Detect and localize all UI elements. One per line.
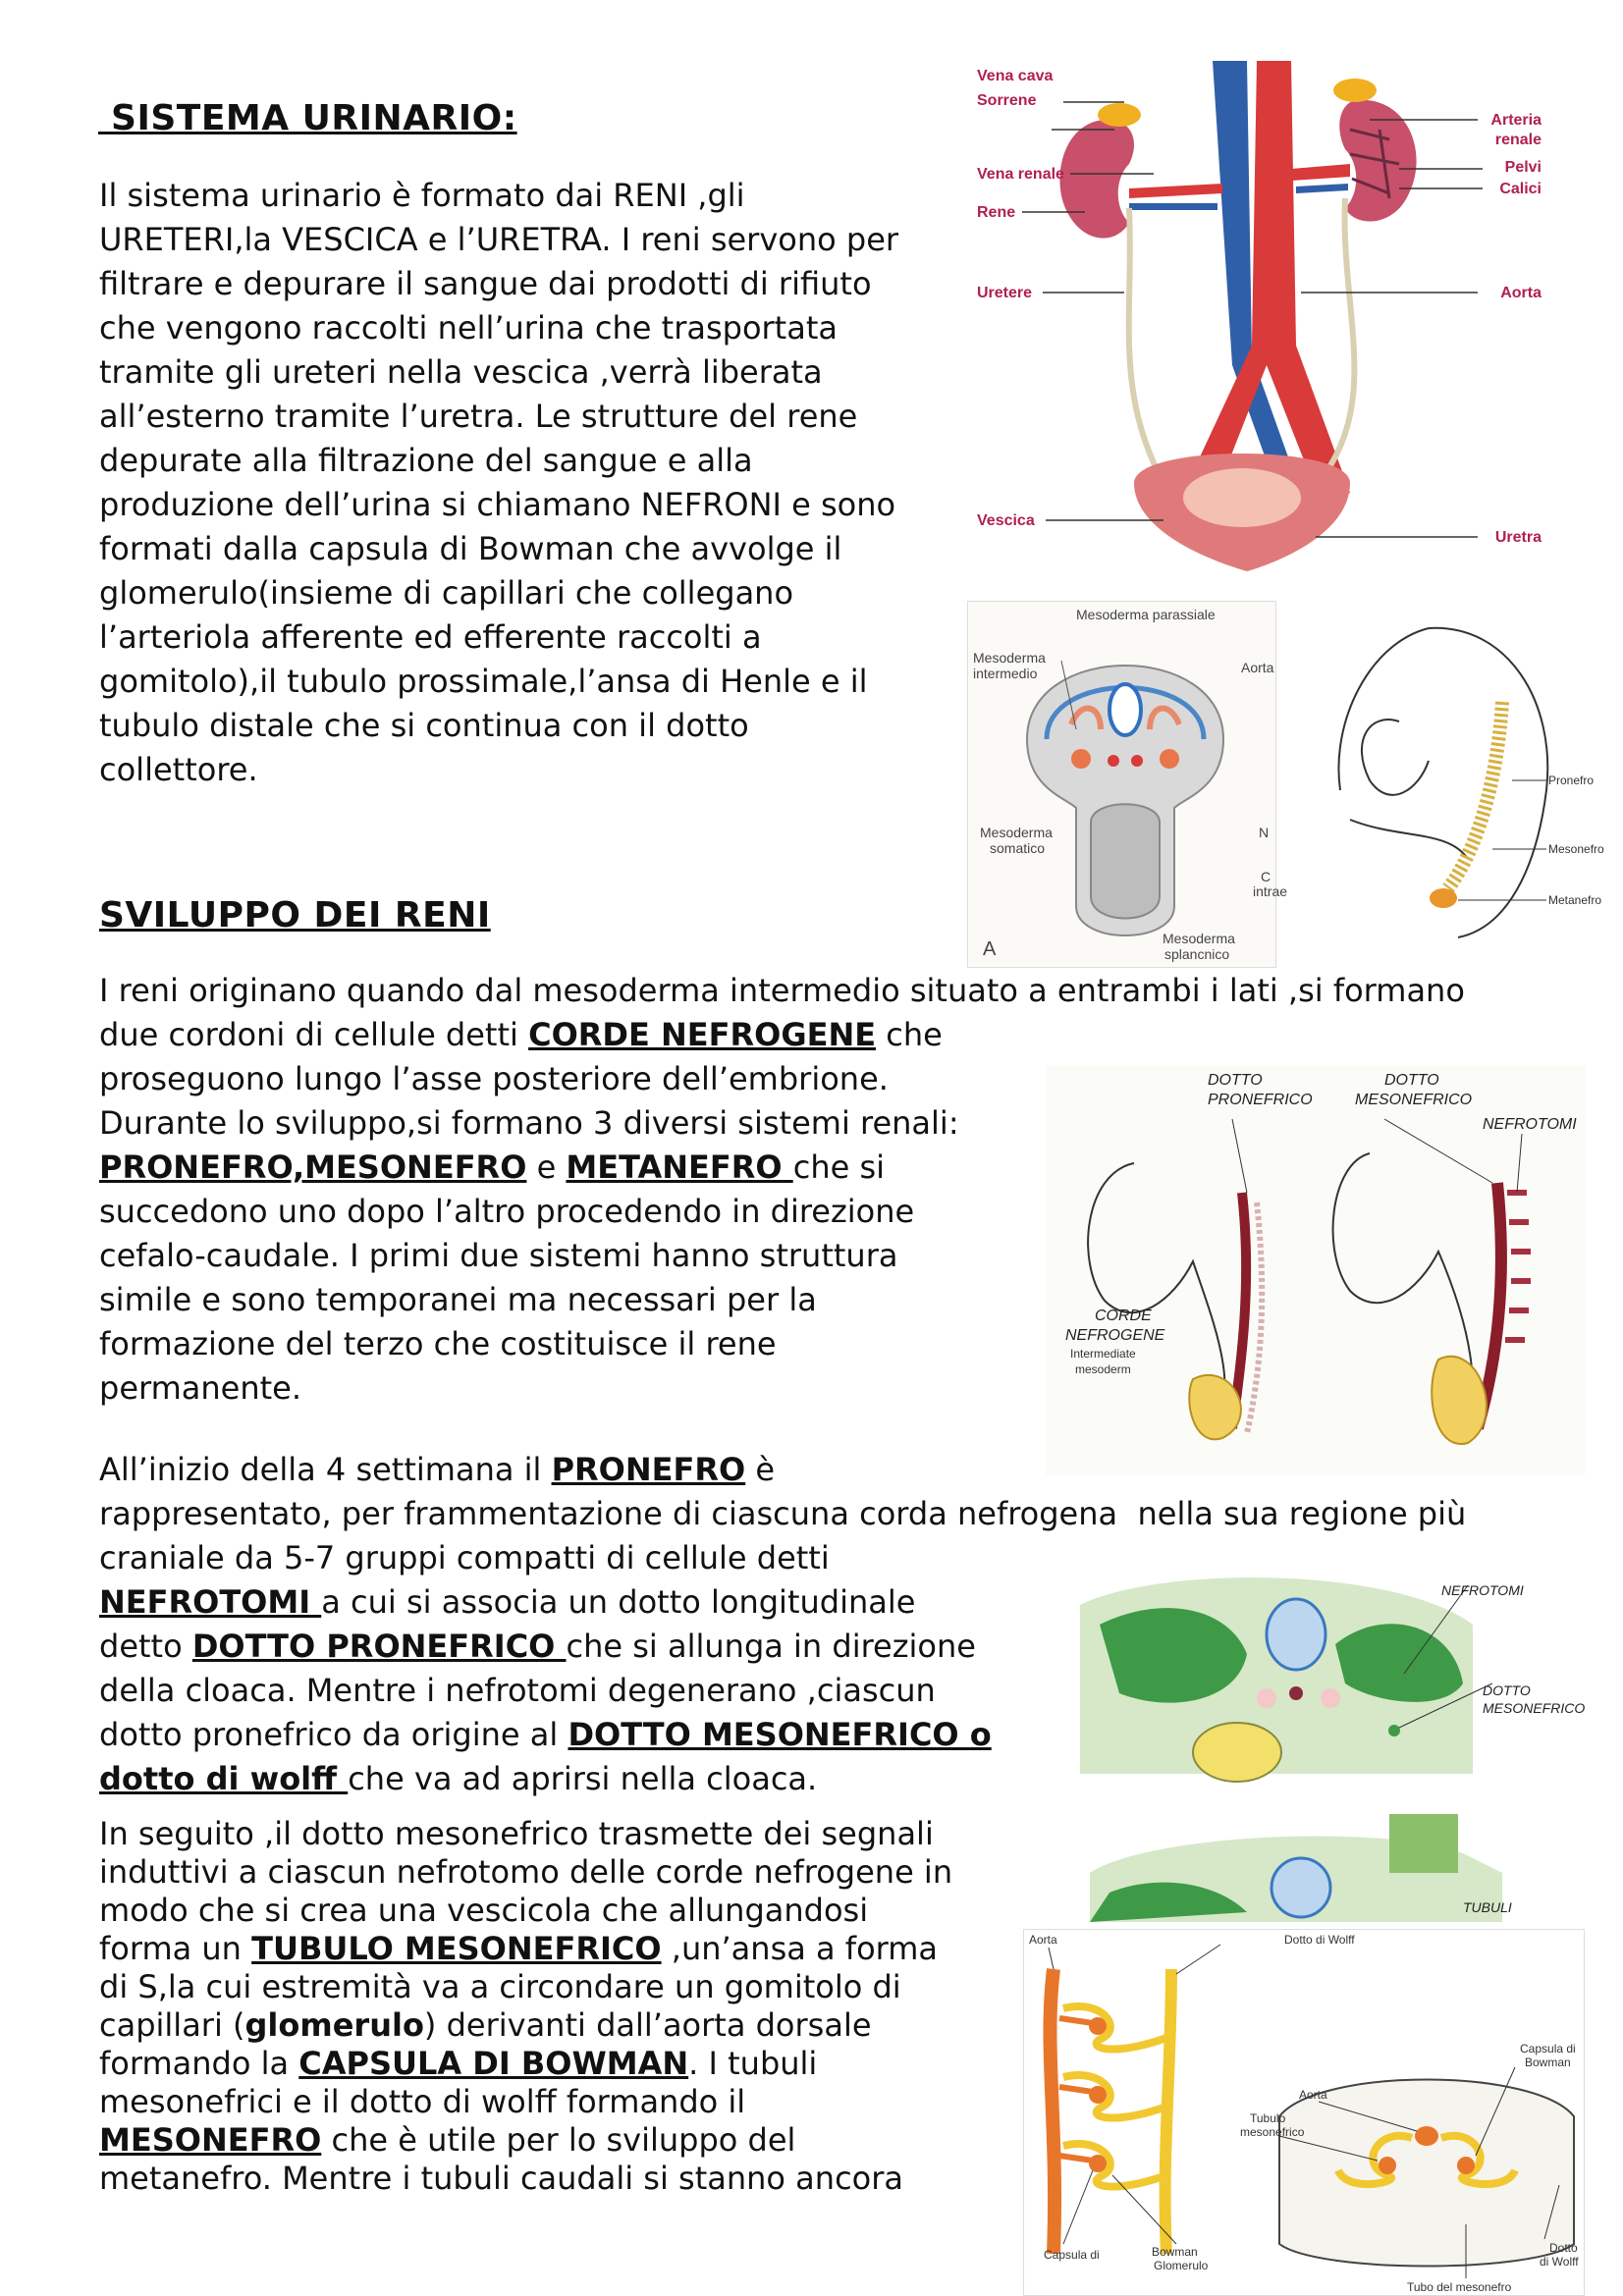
label-calici: Calici <box>1499 181 1542 197</box>
label-renale: renale <box>1494 132 1542 148</box>
text-line: collettore. <box>99 751 258 788</box>
text-span: ) derivanti dall’aorta dorsale <box>423 2006 872 2044</box>
keyword-dotto-di-wolff: dotto di wolff <box>99 1760 349 1797</box>
title-sviluppo-dei-reni: SVILUPPO DEI RENI <box>99 895 491 935</box>
text-line: URETERI,la VESCICA e l’URETRA. I reni servono per <box>99 221 899 258</box>
label-intermedio: intermedio <box>973 666 1038 681</box>
figure-nephric-ducts <box>1046 1065 1586 1475</box>
label-mesoderm: mesoderm <box>1075 1362 1131 1376</box>
adrenal-left <box>1098 103 1141 127</box>
text-line <box>99 1930 1081 1968</box>
neural-tube <box>1271 1858 1330 1917</box>
text-line: di S,la cui estremità va a circondare un gomitolo di <box>99 1968 901 2005</box>
text-line: I reni originano quando dal mesoderma intermedio situato a entrambi i lati ,si formano <box>99 972 1465 1009</box>
mesoderm-intermediate-right <box>1160 749 1179 769</box>
label-vescica: Vescica <box>977 512 1035 529</box>
figure-nefrotomi-section <box>1080 1566 1586 1774</box>
section-glomerulo-right <box>1457 2157 1475 2174</box>
text-span: forma un <box>99 1930 252 1967</box>
label-panel-a: A <box>983 938 997 960</box>
label-n: N <box>1259 825 1270 840</box>
text-line: modo che si crea una vescicola che allungandosi <box>99 1892 869 1929</box>
text-span: due cordoni di cellule detti <box>99 1016 529 1053</box>
text-line: all’esterno tramite l’uretra. Le strutture del rene <box>99 398 858 435</box>
nephric-ridge <box>1448 702 1502 888</box>
text-line: produzione dell’urina si chiamano NEFRONI e sono <box>99 486 896 523</box>
label-splancnico: splancnico <box>1164 946 1230 962</box>
keyword-tubulo-mesonefrico: TUBULO MESONEFRICO <box>251 1930 662 1967</box>
label-mesoderma-parassiale: Mesoderma parassiale <box>1076 607 1216 622</box>
label-dotto: DOTTO <box>1483 1682 1531 1698</box>
keyword-pronefro: PRONEFRO <box>551 1451 746 1488</box>
label-mesoderma-somatico-1: Mesoderma <box>980 825 1053 840</box>
text-line: simile e sono temporanei ma necessari per la <box>99 1281 817 1318</box>
duct-mesonefrico <box>1388 1725 1400 1736</box>
label-somatico: somatico <box>990 840 1046 856</box>
kidney-left <box>1059 120 1134 239</box>
text-line: metanefro. Mentre i tubuli caudali si stanno ancora <box>99 2160 903 2197</box>
figure-tubuli-section <box>1090 1814 1512 1922</box>
text-span: che si allunga in direzione <box>566 1628 976 1665</box>
keyword-nefrotomi: NEFROTOMI <box>99 1583 322 1621</box>
aorta-right <box>1321 1688 1340 1708</box>
label-sorrene: Sorrene <box>977 92 1037 109</box>
label-nefrotomi: NEFROTOMI <box>1441 1582 1524 1598</box>
text-span: è <box>745 1451 776 1488</box>
keyword-pronefro-mesonefro: PRONEFRO,MESONEFRO <box>99 1148 527 1186</box>
metanefro-bud <box>1430 888 1457 908</box>
label-mesoderma-splancnico-1: Mesoderma <box>1163 931 1235 946</box>
bladder-inner <box>1183 468 1301 527</box>
label-mesonefro: Mesonefro <box>1548 842 1604 856</box>
keyword-mesonefro: MESONEFRO <box>99 2121 322 2159</box>
label-tubo-del-mesonefro: Tubo del mesonefro <box>1407 2280 1512 2294</box>
text-span: che <box>876 1016 943 1053</box>
label-c: C <box>1261 869 1271 884</box>
label-aorta-top: Aorta <box>1029 1933 1057 1947</box>
label-aorta: Aorta <box>1500 285 1542 301</box>
text-line: tubulo distale che si continua con il dotto <box>99 707 749 744</box>
label-pronefrico: PRONEFRICO <box>1208 1092 1313 1108</box>
label-mesoderma: Mesoderma <box>973 650 1046 666</box>
text-span: formando la <box>99 2045 299 2082</box>
glomerulo-2 <box>1089 2086 1107 2104</box>
text-span: che si <box>792 1148 886 1186</box>
label-dotto-di-wolff: Dotto di Wolff <box>1284 1933 1355 1947</box>
figure-embryo-lateral <box>1311 614 1604 947</box>
section-aorta <box>1415 2126 1438 2146</box>
neural-tube <box>1267 1599 1325 1670</box>
glomerulo-1 <box>1089 2017 1107 2035</box>
text-line: l’arteriola afferente ed efferente raccolti a <box>99 618 762 656</box>
aorta-left <box>1108 755 1119 767</box>
label-mesonefrico: MESONEFRICO <box>1483 1700 1586 1716</box>
section-band <box>1389 1814 1458 1873</box>
aorta-vertical <box>1050 1969 1055 2254</box>
label-dotto-2: DOTTO <box>1384 1072 1439 1089</box>
label-glomerulo: Capsula di <box>1044 2248 1100 2262</box>
gut <box>1193 1723 1281 1782</box>
figure-urinary-system <box>967 61 1546 581</box>
paragraph-sistema-urinario <box>99 174 963 792</box>
text-line: succedono uno dopo l’altro procedendo in direzione <box>99 1193 915 1230</box>
glomerulo-3 <box>1089 2155 1107 2172</box>
section-body <box>1279 2080 1574 2267</box>
label-capsula-di-left: Bowman <box>1152 2245 1198 2259</box>
label-mesonefrico: mesonefrico <box>1240 2125 1305 2139</box>
ureter-left <box>1129 208 1159 473</box>
text-span: capillari ( <box>99 2006 245 2044</box>
keyword-glomerulo: glomerulo <box>244 2006 424 2044</box>
keyword-corde-nefrogene: CORDE NEFROGENE <box>528 1016 877 1053</box>
label-intrae: intrae <box>1253 883 1288 899</box>
text-span: . I tubuli <box>688 2045 818 2082</box>
label-vena-cava: Vena cava <box>977 68 1054 84</box>
label-vena-renale: Vena renale <box>977 166 1064 183</box>
label-bowman-left: Glomerulo <box>1154 2259 1209 2272</box>
keyword-dotto-pronefrico: DOTTO PRONEFRICO <box>191 1628 567 1665</box>
label-tubuli: TUBULI <box>1463 1899 1512 1915</box>
aorta-right <box>1131 755 1143 767</box>
text-line: che vengono raccolti nell’urina che trasportata <box>99 309 838 347</box>
text-line: proseguono lungo l’asse posteriore dell’embrione. <box>99 1060 889 1097</box>
aorta-left <box>1257 1688 1276 1708</box>
text-line: cefalo-caudale. I primi due sistemi hanno struttura <box>99 1237 898 1274</box>
label-dotto-right: Dotto <box>1549 2241 1578 2255</box>
text-span: detto <box>99 1628 192 1665</box>
text-line: Il sistema urinario è formato dai RENI ,gli <box>99 177 745 214</box>
label-nefrogene: NEFROGENE <box>1065 1327 1165 1344</box>
text-line: della cloaca. Mentre i nefrotomi degenerano ,ciascun <box>99 1672 936 1709</box>
text-line: gomitolo),il tubulo prossimale,l’ansa di Henle e il <box>99 663 868 700</box>
label-di-wolff-right: di Wolff <box>1540 2255 1579 2269</box>
label-aorta: Aorta <box>1241 660 1274 675</box>
text-line: induttivi a ciascun nefrotomo delle corde nefrogene in <box>99 1853 953 1891</box>
text-span: ,un’ansa a forma <box>661 1930 939 1967</box>
gut-cavity <box>1091 804 1160 918</box>
text-line <box>99 1013 1592 1057</box>
label-pronefro: Pronefro <box>1548 774 1595 787</box>
text-line: permanente. <box>99 1369 302 1407</box>
label-capsula-di-right: Capsula di <box>1520 2042 1576 2056</box>
text-span: che va ad aprirsi nella cloaca. <box>348 1760 818 1797</box>
label-corde: CORDE <box>1095 1308 1152 1324</box>
wolff-duct-vertical <box>1165 1969 1171 2254</box>
label-pelvi: Pelvi <box>1504 159 1542 176</box>
adrenal-right <box>1333 79 1377 102</box>
figure-mesonefro-detail <box>1023 1929 1585 2296</box>
label-arteria: Arteria <box>1490 112 1542 129</box>
keyword-capsula-di-bowman: CAPSULA DI BOWMAN <box>298 2045 689 2082</box>
text-line: In seguito ,il dotto mesonefrico trasmette dei segnali <box>99 1815 934 1852</box>
paragraph-sviluppo-3 <box>99 1815 1081 2198</box>
figure-embryo-section <box>967 601 1288 968</box>
text-line: mesonefrici e il dotto di wolff formando il <box>99 2083 746 2120</box>
label-nefrotomi: NEFROTOMI <box>1483 1116 1577 1133</box>
title-sistema-urinario: SISTEMA URINARIO: <box>98 98 517 138</box>
neural-tube <box>1109 684 1141 735</box>
label-intermediate: Intermediate <box>1070 1347 1136 1361</box>
mesoderm-intermediate-left <box>1071 749 1091 769</box>
text-line: craniale da 5-7 gruppi compatti di cellule detti <box>99 1539 830 1576</box>
text-line: Durante lo sviluppo,si formano 3 diversi sistemi renali: <box>99 1104 959 1142</box>
label-rene: Rene <box>977 204 1016 221</box>
text-span: e <box>526 1148 567 1186</box>
ureter-right <box>1325 198 1354 473</box>
text-line <box>99 2006 1081 2045</box>
embryo-limb <box>1350 820 1468 859</box>
label-dotto: DOTTO <box>1208 1072 1263 1089</box>
text-span: All’inizio della 4 settimana il <box>99 1451 552 1488</box>
text-line: glomerulo(insieme di capillari che collegano <box>99 574 794 612</box>
text-line <box>99 2045 1081 2083</box>
text-line: formazione del terzo che costituisce il rene <box>99 1325 777 1362</box>
label-tubulo: Tubulo <box>1250 2111 1286 2125</box>
text-line: formati dalla capsula di Bowman che avvolge il <box>99 530 842 567</box>
text-span: dotto pronefrico da origine al <box>99 1716 568 1753</box>
notochord <box>1289 1686 1303 1700</box>
label-mesonefrico: MESONEFRICO <box>1355 1092 1473 1108</box>
label-uretere: Uretere <box>977 285 1033 301</box>
keyword-dotto-mesonefrico: DOTTO MESONEFRICO o <box>568 1716 992 1753</box>
label-uretra: Uretra <box>1494 529 1542 546</box>
text-line: depurate alla filtrazione del sangue e alla <box>99 442 753 479</box>
text-line: filtrare e depurare il sangue dai prodotti di rifiuto <box>99 265 872 302</box>
text-span: che è utile per lo sviluppo del <box>321 2121 796 2159</box>
label-metanefro: Metanefro <box>1548 893 1602 907</box>
label-bowman-right: Bowman <box>1525 2056 1571 2069</box>
label-aorta-section: Aorta <box>1299 2088 1327 2102</box>
keyword-metanefro: METANEFRO <box>566 1148 793 1186</box>
text-line <box>99 2121 1081 2160</box>
embryo-head <box>1362 720 1429 795</box>
text-line: rappresentato, per frammentazione di ciascuna corda nefrogena nella sua regione più <box>99 1495 1467 1532</box>
text-span: a cui si associa un dotto longitudinale <box>321 1583 916 1621</box>
section-glomerulo-left <box>1379 2157 1396 2174</box>
text-line: tramite gli ureteri nella vescica ,verrà liberata <box>99 353 823 391</box>
